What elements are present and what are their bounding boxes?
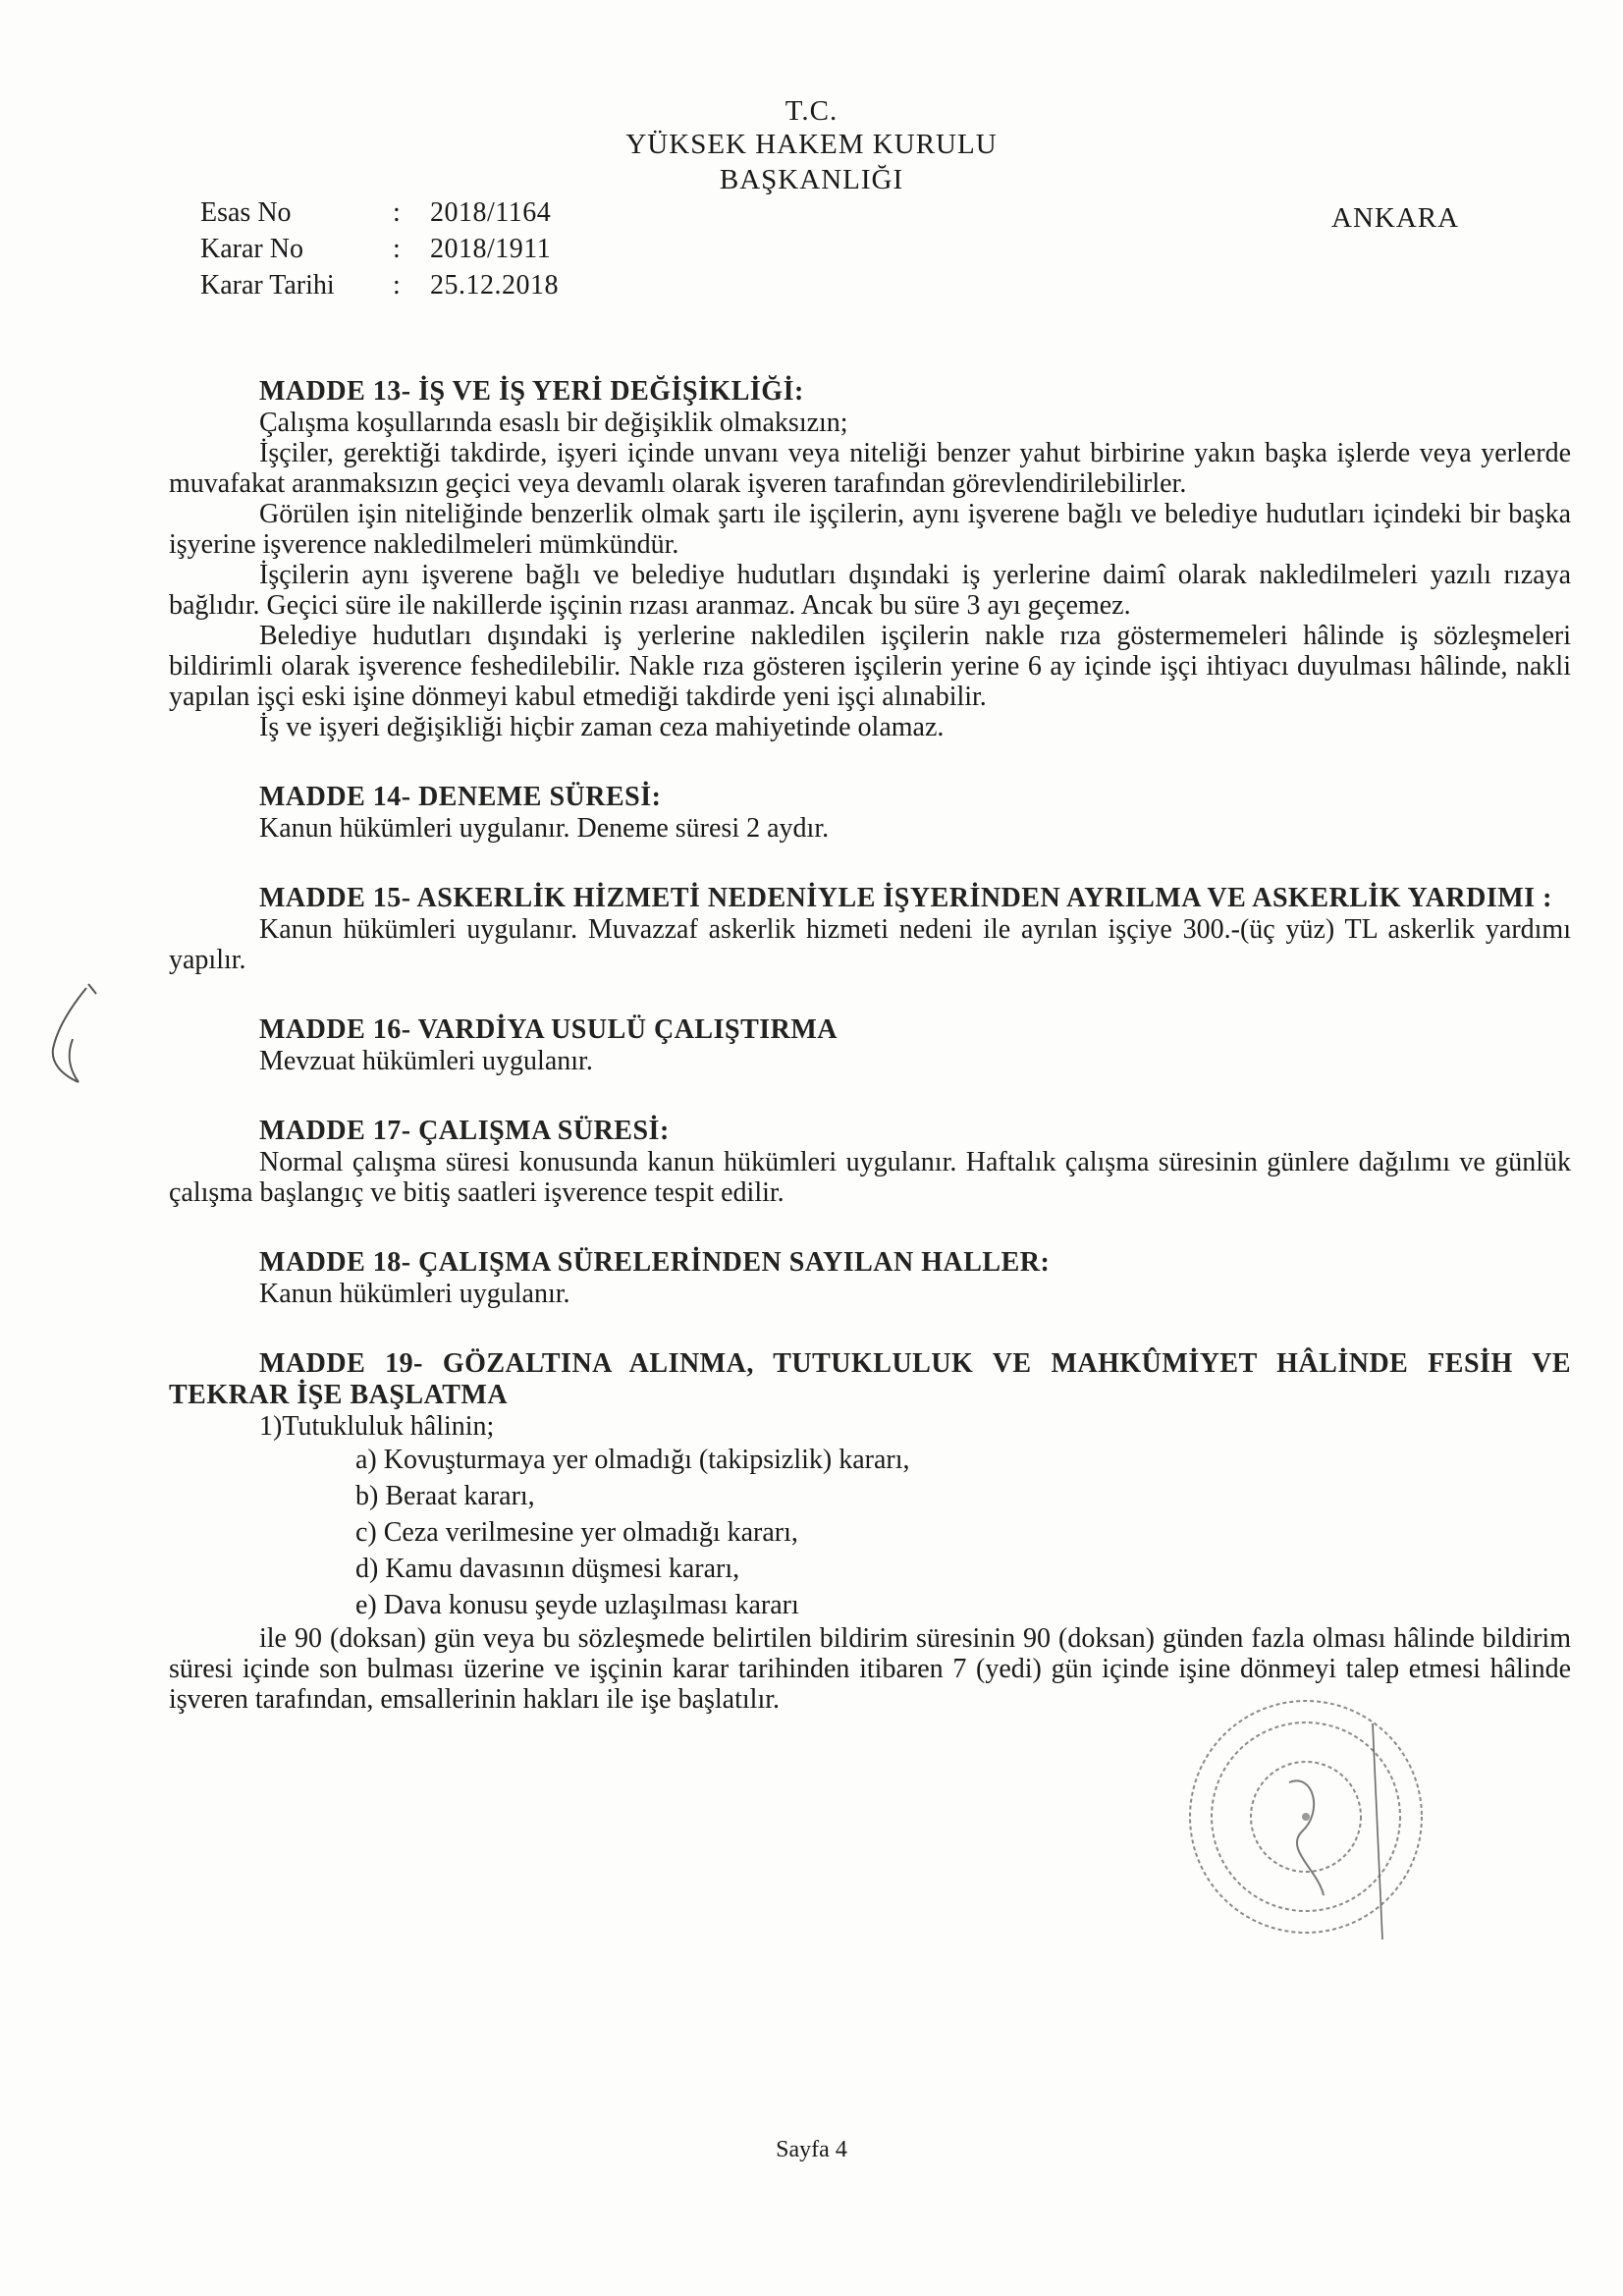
article-17-title: MADDE 17- ÇALIŞMA SÜRESİ: (259, 1116, 670, 1146)
article-15-para: Kanun hükümleri uygulanır. Muvazzaf askerlik hizmeti nedeni ile ayrılan işçiye 300.-(üç yüz) TL askerlik yardımı yapılır. (169, 914, 1571, 975)
article-13-para: Belediye hudutları dışındaki iş yerlerine nakledilen işçilerin nakle rıza göstermemeleri hâlinde iş sözleşmeleri bildirimli olarak işverence feshedilebilir. Nakle rıza gösteren işçilerin yerine 6 ay içinde işçi ihtiyacı duyulması hâlinde, nakli yapılan işçi eski işine dönmeyi kabul etmediği takdirde yeni işçi alınabilir. (169, 621, 1571, 712)
meta-value: 2018/1164 (430, 197, 552, 228)
signature-mark-icon (39, 980, 108, 1088)
header-tc: T.C. (784, 95, 839, 127)
article-13-para: Görülen işin niteliğinde benzerlik olmak şartı ile işçilerin, aynı işverene bağlı ve belediye hudutları içindeki bir başka işyerine işverence nakledilmeleri mümkündür. (169, 499, 1571, 560)
official-seal-icon (1176, 1684, 1434, 1949)
meta-colon: : (393, 234, 401, 264)
article-19-intro: 1)Tutukluluk hâlinin; (259, 1411, 495, 1442)
article-17-para: Normal çalışma süresi konusunda kanun hükümleri uygulanır. Haftalık çalışma süresinin günlere dağılımı ve günlük çalışma başlangıç ve bitiş saatleri işverence tespit edilir. (169, 1147, 1571, 1208)
document-body (169, 376, 1571, 1715)
article-13-para: İş ve işyeri değişikliği hiçbir zaman ceza mahiyetinde olamaz. (259, 712, 945, 742)
article-18-para: Kanun hükümleri uygulanır. (259, 1279, 570, 1309)
article-13-para: İşçilerin aynı işverene bağlı ve belediye hudutları dışındaki iş yerlerine daimî olarak nakledilmeleri yazılı rızaya bağlıdır. Geçici süre ile nakillerde işçinin rızası aranmaz. Ancak bu süre 3 ayı geçemez. (169, 560, 1571, 621)
list-item: a) Kovuşturmaya yer olmadığı (takipsizlik) kararı, (355, 1445, 910, 1475)
article-19-title: MADDE 19- GÖZALTINA ALINMA, TUTUKLULUK VE MAHKÛMİYET HÂLİNDE FESİH VE TEKRAR İŞE BAŞLATMA (169, 1348, 1571, 1410)
list-item: b) Beraat kararı, (355, 1481, 535, 1511)
meta-colon: : (393, 270, 401, 301)
article-16-para: Mevzuat hükümleri uygulanır. (259, 1046, 593, 1076)
article-19-para: ile 90 (doksan) gün veya bu sözleşmede belirtilen bildirim süresinin 90 (doksan) günden fazla olması hâlinde bildirim süresi içinde son bulması üzerine ve işçinin karar tarihinden itibaren 7 (yedi) gün içinde işine dönmeyi talep etmesi hâlinde işveren tarafından, emsallerinin hakları ile işe başlatılır. (169, 1623, 1571, 1715)
article-18-title: MADDE 18- ÇALIŞMA SÜRELERİNDEN SAYILAN HALLER: (259, 1247, 1051, 1278)
meta-row-tarih (200, 267, 559, 303)
meta-value: 25.12.2018 (430, 270, 559, 301)
article-13-title: MADDE 13- İŞ VE İŞ YERİ DEĞİŞİKLİĞİ: (259, 376, 804, 407)
meta-value: 2018/1911 (430, 234, 552, 264)
article-13-para: İşçiler, gerektiği takdirde, işyeri içinde unvanı veya niteliği benzer yahut birbirine yakın başka işlerde veya yerlerde muvafakat aranmaksızın geçici veya devamlı olarak işveren tarafından görevlendirilebilirler. (169, 438, 1571, 499)
header-presidency: BAŞKANLIĞI (719, 164, 904, 195)
list-item: c) Ceza verilmesine yer olmadığı kararı, (355, 1517, 798, 1548)
meta-colon: : (393, 197, 401, 228)
meta-label: Esas No (200, 197, 292, 228)
article-15-title: MADDE 15- ASKERLİK HİZMETİ NEDENİYLE İŞYERİNDEN AYRILMA VE ASKERLİK YARDIMI : (259, 883, 1552, 913)
city-label: ANKARA (1331, 202, 1460, 234)
meta-row-esas (200, 194, 559, 231)
meta-row-karar (200, 231, 559, 267)
list-item: d) Kamu davasının düşmesi kararı, (355, 1554, 740, 1584)
case-meta (200, 194, 559, 303)
article-14-title: MADDE 14- DENEME SÜRESİ: (259, 782, 662, 812)
meta-label: Karar Tarihi (200, 270, 335, 301)
article-14-para: Kanun hükümleri uygulanır. Deneme süresi 2 aydır. (259, 813, 830, 844)
article-13-para: Çalışma koşullarında esaslı bir değişiklik olmaksızın; (259, 408, 848, 438)
article-16-title: MADDE 16- VARDİYA USULÜ ÇALIŞTIRMA (259, 1014, 839, 1045)
page-number: Sayfa 4 (776, 2137, 847, 2162)
header-institution: YÜKSEK HAKEM KURULU (625, 129, 998, 160)
meta-label: Karar No (200, 234, 303, 264)
list-item: e) Dava konusu şeyde uzlaşılması kararı (355, 1590, 799, 1620)
